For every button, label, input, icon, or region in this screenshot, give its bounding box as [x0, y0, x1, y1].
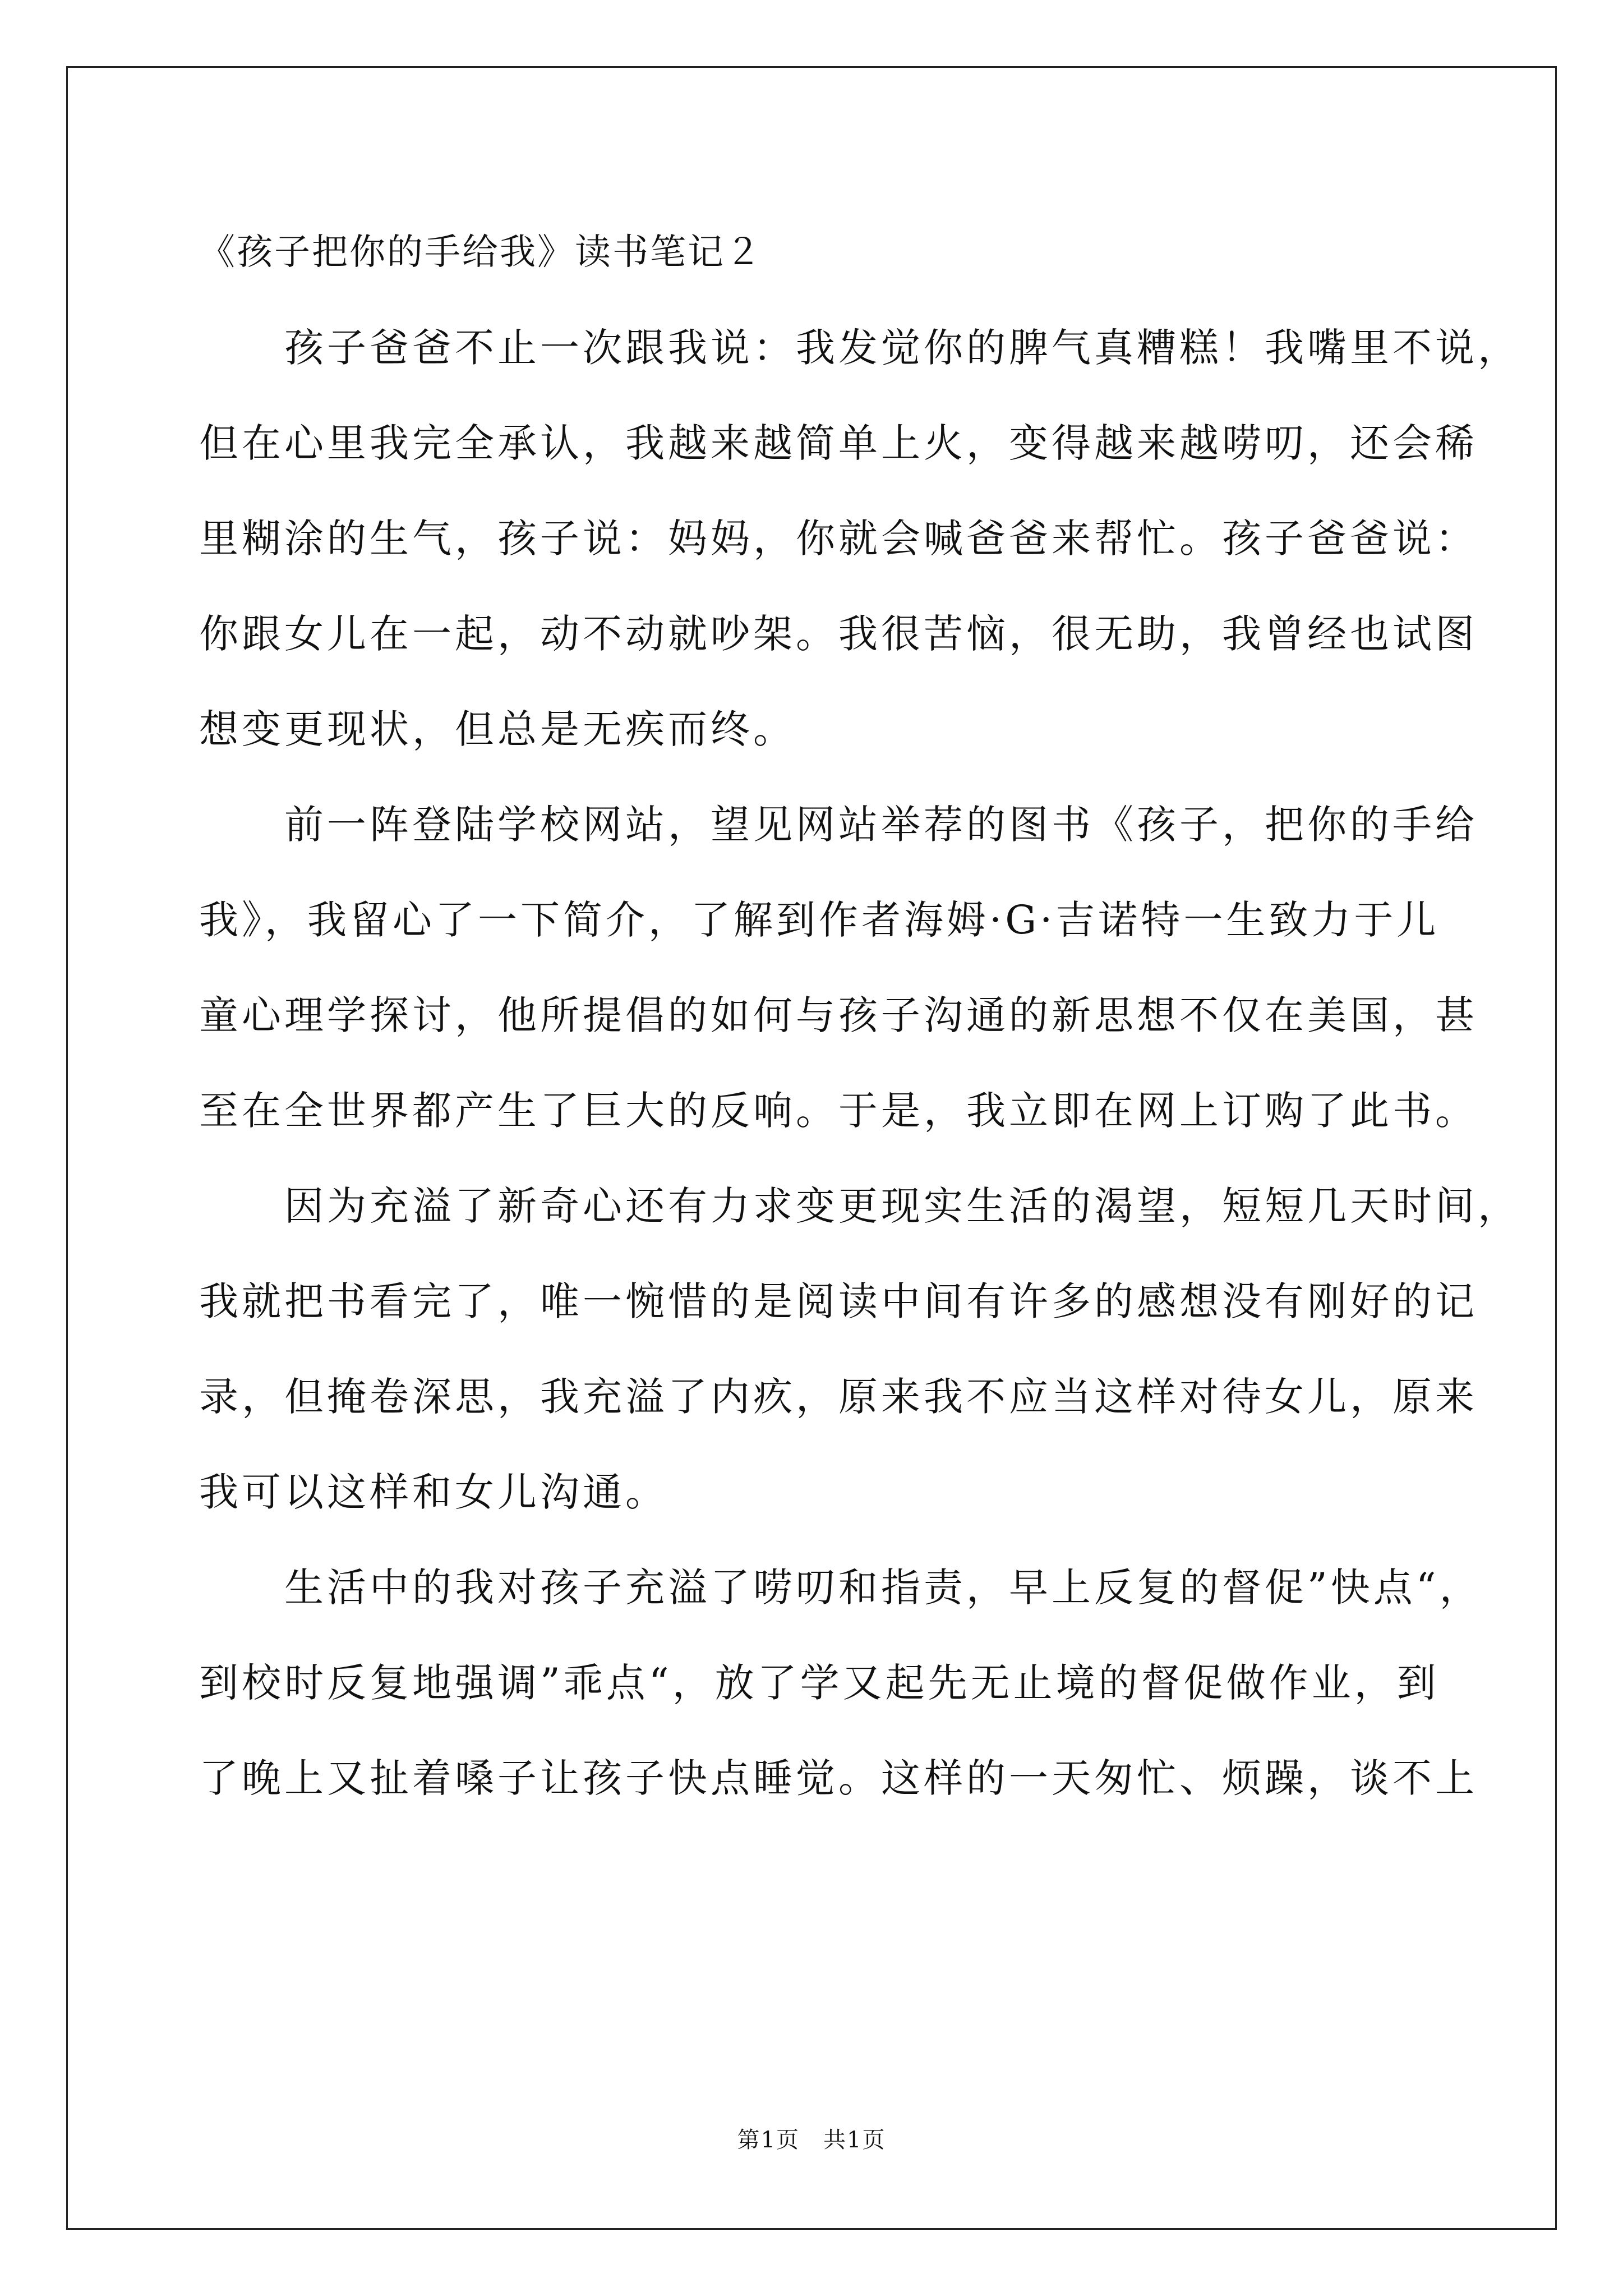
- document-title: 《孩子把你的手给我》读书笔记２: [199, 232, 763, 273]
- paragraph-line: 录，但掩卷深思，我充溢了内疚，原来我不应当这样对待女儿，原来: [199, 1374, 1478, 1420]
- paragraph-line: 但在心里我完全承认，我越来越简单上火，变得越来越唠叨，还会稀: [199, 420, 1478, 466]
- paragraph-line: 里糊涂的生气，孩子说：妈妈，你就会喊爸爸来帮忙。孩子爸爸说：: [199, 516, 1478, 562]
- paragraph-line: 我》，我留心了一下简介，了解到作者海姆·G·吉诺特一生致力于儿: [199, 897, 1440, 943]
- paragraph-line: 到校时反复地强调”乖点“，放了学又起先无止境的督促做作业，到: [199, 1660, 1440, 1706]
- paragraph-line: 我可以这样和女儿沟通。: [199, 1469, 668, 1515]
- paragraph-line: 生活中的我对孩子充溢了唠叨和指责，早上反复的督促”快点“，: [199, 1565, 1482, 1611]
- paragraph-line: 孩子爸爸不止一次跟我说：我发觉你的脾气真糟糕！我嘴里不说，: [199, 325, 1520, 371]
- paragraph-line: 想变更现状，但总是无疾而终。: [199, 706, 796, 752]
- page-border: [66, 66, 1557, 2230]
- paragraph-line: 至在全世界都产生了巨大的反响。于是，我立即在网上订购了此书。: [199, 1088, 1478, 1134]
- paragraph-line: 了晚上又扯着嗓子让孩子快点睡觉。这样的一天匆忙、烦躁，谈不上: [199, 1755, 1478, 1801]
- paragraph-line: 你跟女儿在一起，动不动就吵架。我很苦恼，很无助，我曾经也试图: [199, 611, 1478, 657]
- paragraph-line: 我就把书看完了，唯一惋惜的是阅读中间有许多的感想没有刚好的记: [199, 1278, 1478, 1324]
- paragraph-line: 前一阵登陆学校网站，望见网站举荐的图书《孩子，把你的手给: [199, 802, 1478, 848]
- page-number: 第1页 共1页: [737, 2127, 886, 2153]
- paragraph-line: 童心理学探讨，他所提倡的如何与孩子沟通的新思想不仅在美国，甚: [199, 992, 1478, 1038]
- paragraph-line: 因为充溢了新奇心还有力求变更现实生活的渴望，短短几天时间，: [199, 1183, 1520, 1229]
